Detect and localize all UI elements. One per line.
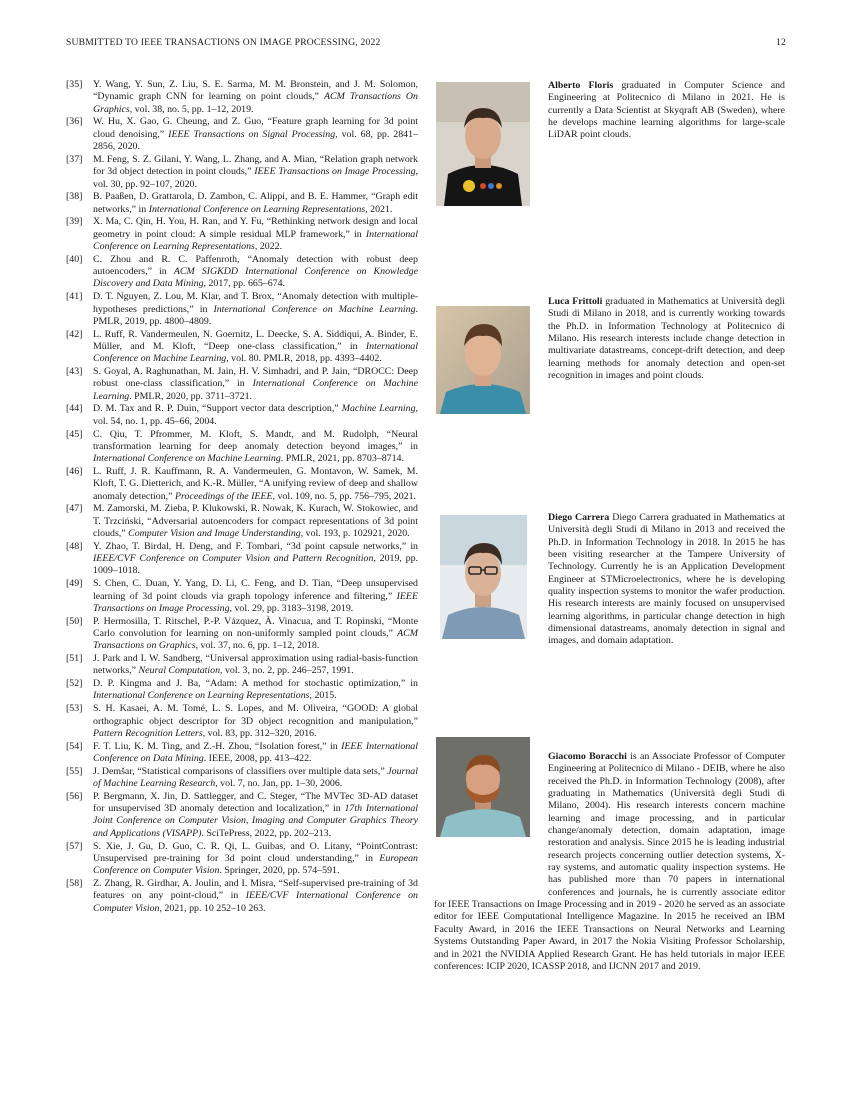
portrait-icon — [436, 82, 530, 206]
reference-number: [44] — [66, 403, 83, 415]
reference-number: [38] — [66, 191, 83, 203]
reference-item: [43] S. Goyal, A. Raghunathan, M. Jain, H. V. Simhadri, and P. Jain, “DROCC: Deep robust one-class classification,” in International Conference on Machine Learning. PMLR, 2020, pp. 3711–3721. — [66, 366, 419, 402]
reference-item: [45] C. Qiu, T. Pfrommer, M. Kloft, S. Mandt, and M. Rudolph, “Neural transformation learning for deep anomaly detection beyond images,” in International Conference on Machine Learning. PMLR, 2021, pp. 8703–8714. — [66, 428, 418, 465]
bio-boracchi: Giacomo Boracchi is an Associate Professor of Computer Engineering at Politecnico di Milano - DEIB, where he also received the Ph.D. in Information Technology (2008), after graduating in Mathematics (Università degli Studi di Milano, 2004). His research interests concern machine learning and image processing, and in particular change/anomaly detection, domain adaptation, image restoration and analysis. Since 2015 he is leading industrial research projects concerning outlier detection systems, X-ray systems, and automatic quality inspection systems. He has published more than 70 papers in international conferences and journals, he is currently associate editor for IEEE Transactions on Image Processing and in 2019 - 2020 he served as an associate editor for IEEE Computational Intelligence Magazine. In 2015 he received an IBM Faculty Award, in 2016 the IEEE Transactions on Neural Networks and Learning Systems Outstanding Paper Award, in 2017 the Nokia Visiting Professor Scholarship, and in 2021 the NVIDIA Applied Research Grant. He has held tutorials in major IEEE conferences: ICIP 2020, ICASSP 2018, and IJCNN 2017 and 2019. — [434, 751, 785, 972]
reference-number: [56] — [66, 790, 83, 802]
bio-frittoli: Luca Frittoli graduated in Mathematics at Università degli Studi di Milano in 2018, and is currently working towards the Ph.D. in Information Technology at Politecnico di Milano. His research interests include change detection in multivariate datastreams, concept-drift detection, and deep learning methods for anomaly detection and open-set recognition in images and point clouds. — [548, 296, 785, 382]
reference-number: [53] — [66, 703, 83, 715]
journal-header: SUBMITTED TO IEEE TRANSACTIONS ON IMAGE PROCESSING, 2022 — [66, 37, 381, 48]
reference-item: [41] D. T. Nguyen, Z. Lou, M. Klar, and T. Brox, “Anomaly detection with multiple-hypotheses predictions,” in International Conference on Machine Learning. PMLR, 2019, pp. 4800–4809. — [66, 291, 418, 327]
author-photo-frittoli — [436, 306, 530, 414]
reference-number: [47] — [66, 503, 83, 515]
portrait-icon — [436, 306, 530, 414]
author-photo-floris — [436, 82, 530, 206]
author-name: Alberto Floris — [548, 80, 614, 91]
reference-item: [38] B. Paaßen, D. Grattarola, D. Zambon, C. Alippi, and B. E. Hammer, “Graph edit networks,” in International Conference on Learning Representations, 2021. — [66, 191, 418, 215]
reference-number: [57] — [66, 840, 83, 852]
reference-item: [55] J. Demšar, “Statistical comparisons of classifiers over multiple data sets,” Journal of Machine Learning Research, vol. 7, no. Jan, pp. 1–30, 2006. — [66, 765, 418, 790]
reference-item: [50] P. Hermosilla, T. Ritschel, P.-P. Vázquez, À. Vinacua, and T. Ropinski, “Monte Carlo convolution for learning on non-uniformly sampled point clouds,” ACM Transactions on Graphics, vol. 37, no. 6, pp. 1–12, 2018. — [66, 615, 418, 652]
bio-floris: Alberto Floris graduated in Computer Science and Engineering at Politecnico di Milano in 2021. He is currently a Data Scientist at Skyqraft AB (Sweden), where he develops machine learning algorithms for large-scale LiDAR point clouds. — [548, 80, 785, 141]
reference-item: [46] L. Ruff, J. R. Kauffmann, R. A. Vandermeulen, G. Montavon, W. Samek, M. Kloft, T. G. Dietterich, and K.-R. Müller, “A unifying review of deep and shallow anomaly detection,” Proceedings of the IEEE, vol. 109, no. 5, pp. 756–795, 2021. — [66, 465, 418, 502]
reference-number: [49] — [66, 578, 83, 590]
reference-item: [42] L. Ruff, R. Vandermeulen, N. Goernitz, L. Deecke, S. A. Siddiqui, A. Binder, E. Müller, and M. Kloft, “Deep one-class classification,” in International Conference on Machine Learning, vol. 80. PMLR, 2018, pp. 4393–4402. — [66, 328, 418, 365]
references-list — [66, 79, 418, 915]
reference-number: [46] — [66, 465, 83, 477]
reference-item: [51] J. Park and I. W. Sandberg, “Universal approximation using radial-basis-function networks,” Neural Computation, vol. 3, no. 2, pp. 246–257, 1991. — [66, 653, 418, 677]
running-header — [66, 37, 786, 51]
reference-item: [54] F. T. Liu, K. M. Ting, and Z.-H. Zhou, “Isolation forest,” in IEEE International Conference on Data Mining. IEEE, 2008, pp. 413–422. — [66, 740, 418, 764]
reference-item: [47] M. Zamorski, M. Zieba, P. Klukowski, R. Nowak, K. Kurach, W. Stokowiec, and T. Trzciński, “Adversarial autoencoders for compact representations of 3d point clouds,” Computer Vision and Image Understanding, vol. 193, p. 102921, 2020. — [66, 503, 418, 540]
reference-item: [40] C. Zhou and R. C. Paffenroth, “Anomaly detection with robust deep autoencoders,” in ACM SIGKDD International Conference on Knowledge Discovery and Data Mining, 2017, pp. 665–674. — [66, 253, 418, 290]
reference-number: [41] — [66, 291, 83, 303]
reference-item: [49] S. Chen, C. Duan, Y. Yang, D. Li, C. Feng, and D. Tian, “Deep unsupervised learning of 3d point clouds via graph topology inference and filtering,” IEEE Transactions on Image Processing, vol. 29, pp. 3183–3198, 2019. — [66, 578, 418, 614]
reference-number: [52] — [66, 678, 83, 690]
page-number: 12 — [776, 37, 786, 48]
reference-item: [52] D. P. Kingma and J. Ba, “Adam: A method for stochastic optimization,” in International Conference on Learning Representations, 2015. — [66, 678, 418, 702]
reference-number: [48] — [66, 540, 83, 552]
reference-number: [37] — [66, 153, 83, 165]
reference-number: [39] — [66, 216, 83, 228]
reference-number: [43] — [66, 366, 83, 378]
reference-item: [57] S. Xie, J. Gu, D. Guo, C. R. Qi, L. Guibas, and O. Litany, “PointContrast: Unsupervised pre-training for 3d point cloud understanding,” in European Conference on Computer Vision. Springer, 2020, pp. 574–591. — [66, 840, 418, 877]
author-name: Giacomo Boracchi — [548, 751, 627, 762]
reference-number: [45] — [66, 428, 83, 440]
reference-item: [35] Y. Wang, Y. Sun, Z. Liu, S. E. Sarma, M. M. Bronstein, and J. M. Solomon, “Dynamic graph CNN for learning on point clouds,” ACM Transactions On Graphics, vol. 38, no. 5, pp. 1–12, 2019. — [66, 79, 418, 115]
reference-item: [39] X. Ma, C. Qin, H. You, H. Ran, and Y. Fu, “Rethinking network design and local geometry in point cloud: A simple residual MLP framework,” in International Conference on Learning Representations, 2022. — [66, 216, 418, 253]
reference-number: [50] — [66, 615, 83, 627]
reference-number: [54] — [66, 740, 83, 752]
reference-number: [36] — [66, 116, 83, 128]
author-name: Diego Carrera — [548, 512, 610, 523]
reference-number: [42] — [66, 328, 83, 340]
author-name: Luca Frittoli — [548, 296, 603, 307]
bio-carrera: Diego Carrera Diego Carrera graduated in Mathematics at Università degli Studi di Milano in 2013 and received the Ph.D. in Information Technology in 2018. In 2015 he has been visiting researcher at the Tampere University of Technology. Currently he is an Application Development Engineer at STMicroelectronics, where he is developing quality inspection systems to monitor the wafer production. His research interests are mainly focused on unsupervised learning algorithms, in particular change detection in high dimensional datastreams, anomaly detection in signal and images, and domain adaptation. — [548, 512, 785, 647]
reference-item: [37] M. Feng, S. Z. Gilani, Y. Wang, L. Zhang, and A. Mian, “Relation graph network for 3d object detection in point clouds,” IEEE Transactions on Image Processing, vol. 30, pp. 92–107, 2020. — [66, 153, 418, 190]
reference-number: [58] — [66, 877, 83, 889]
reference-item: [44] D. M. Tax and R. P. Duin, “Support vector data description,” Machine Learning, vol. 54, no. 1, pp. 45–66, 2004. — [66, 403, 418, 427]
reference-number: [51] — [66, 653, 83, 665]
reference-item: [58] Z. Zhang, R. Girdhar, A. Joulin, and I. Misra, “Self-supervised pre-training of 3d features on any point-cloud,” in IEEE/CVF International Conference on Computer Vision, 2021, pp. 10 252–10 263. — [66, 877, 418, 914]
reference-number: [55] — [66, 765, 83, 777]
reference-item: [56] P. Bergmann, X. Jin, D. Sattlegger, and C. Steger, “The MVTec 3D-AD dataset for unsupervised 3D anomaly detection and localization,” in 17th International Joint Conference on Computer Vision, Imaging and Computer Graphics Theory and Applications (VISAPP). SciTePress, 2022, pp. 202–213. — [66, 790, 418, 839]
reference-number: [40] — [66, 253, 83, 265]
reference-item: [48] Y. Zhao, T. Birdal, H. Deng, and F. Tombari, “3d point capsule networks,” in IEEE/CVF Conference on Computer Vision and Pattern Recognition, 2019, pp. 1009–1018. — [66, 540, 418, 577]
reference-number: [35] — [66, 79, 83, 90]
reference-item: [36] W. Hu, X. Gao, G. Cheung, and Z. Guo, “Feature graph learning for 3d point cloud denoising,” IEEE Transactions on Signal Processing, vol. 68, pp. 2841–2856, 2020. — [66, 116, 418, 153]
reference-item: [53] S. H. Kasaei, A. M. Tomé, L. S. Lopes, and M. Oliveira, “GOOD: A global orthographic object descriptor for 3D object recognition and manipulation,” Pattern Recognition Letters, vol. 83, pp. 312–320, 2016. — [66, 703, 418, 739]
